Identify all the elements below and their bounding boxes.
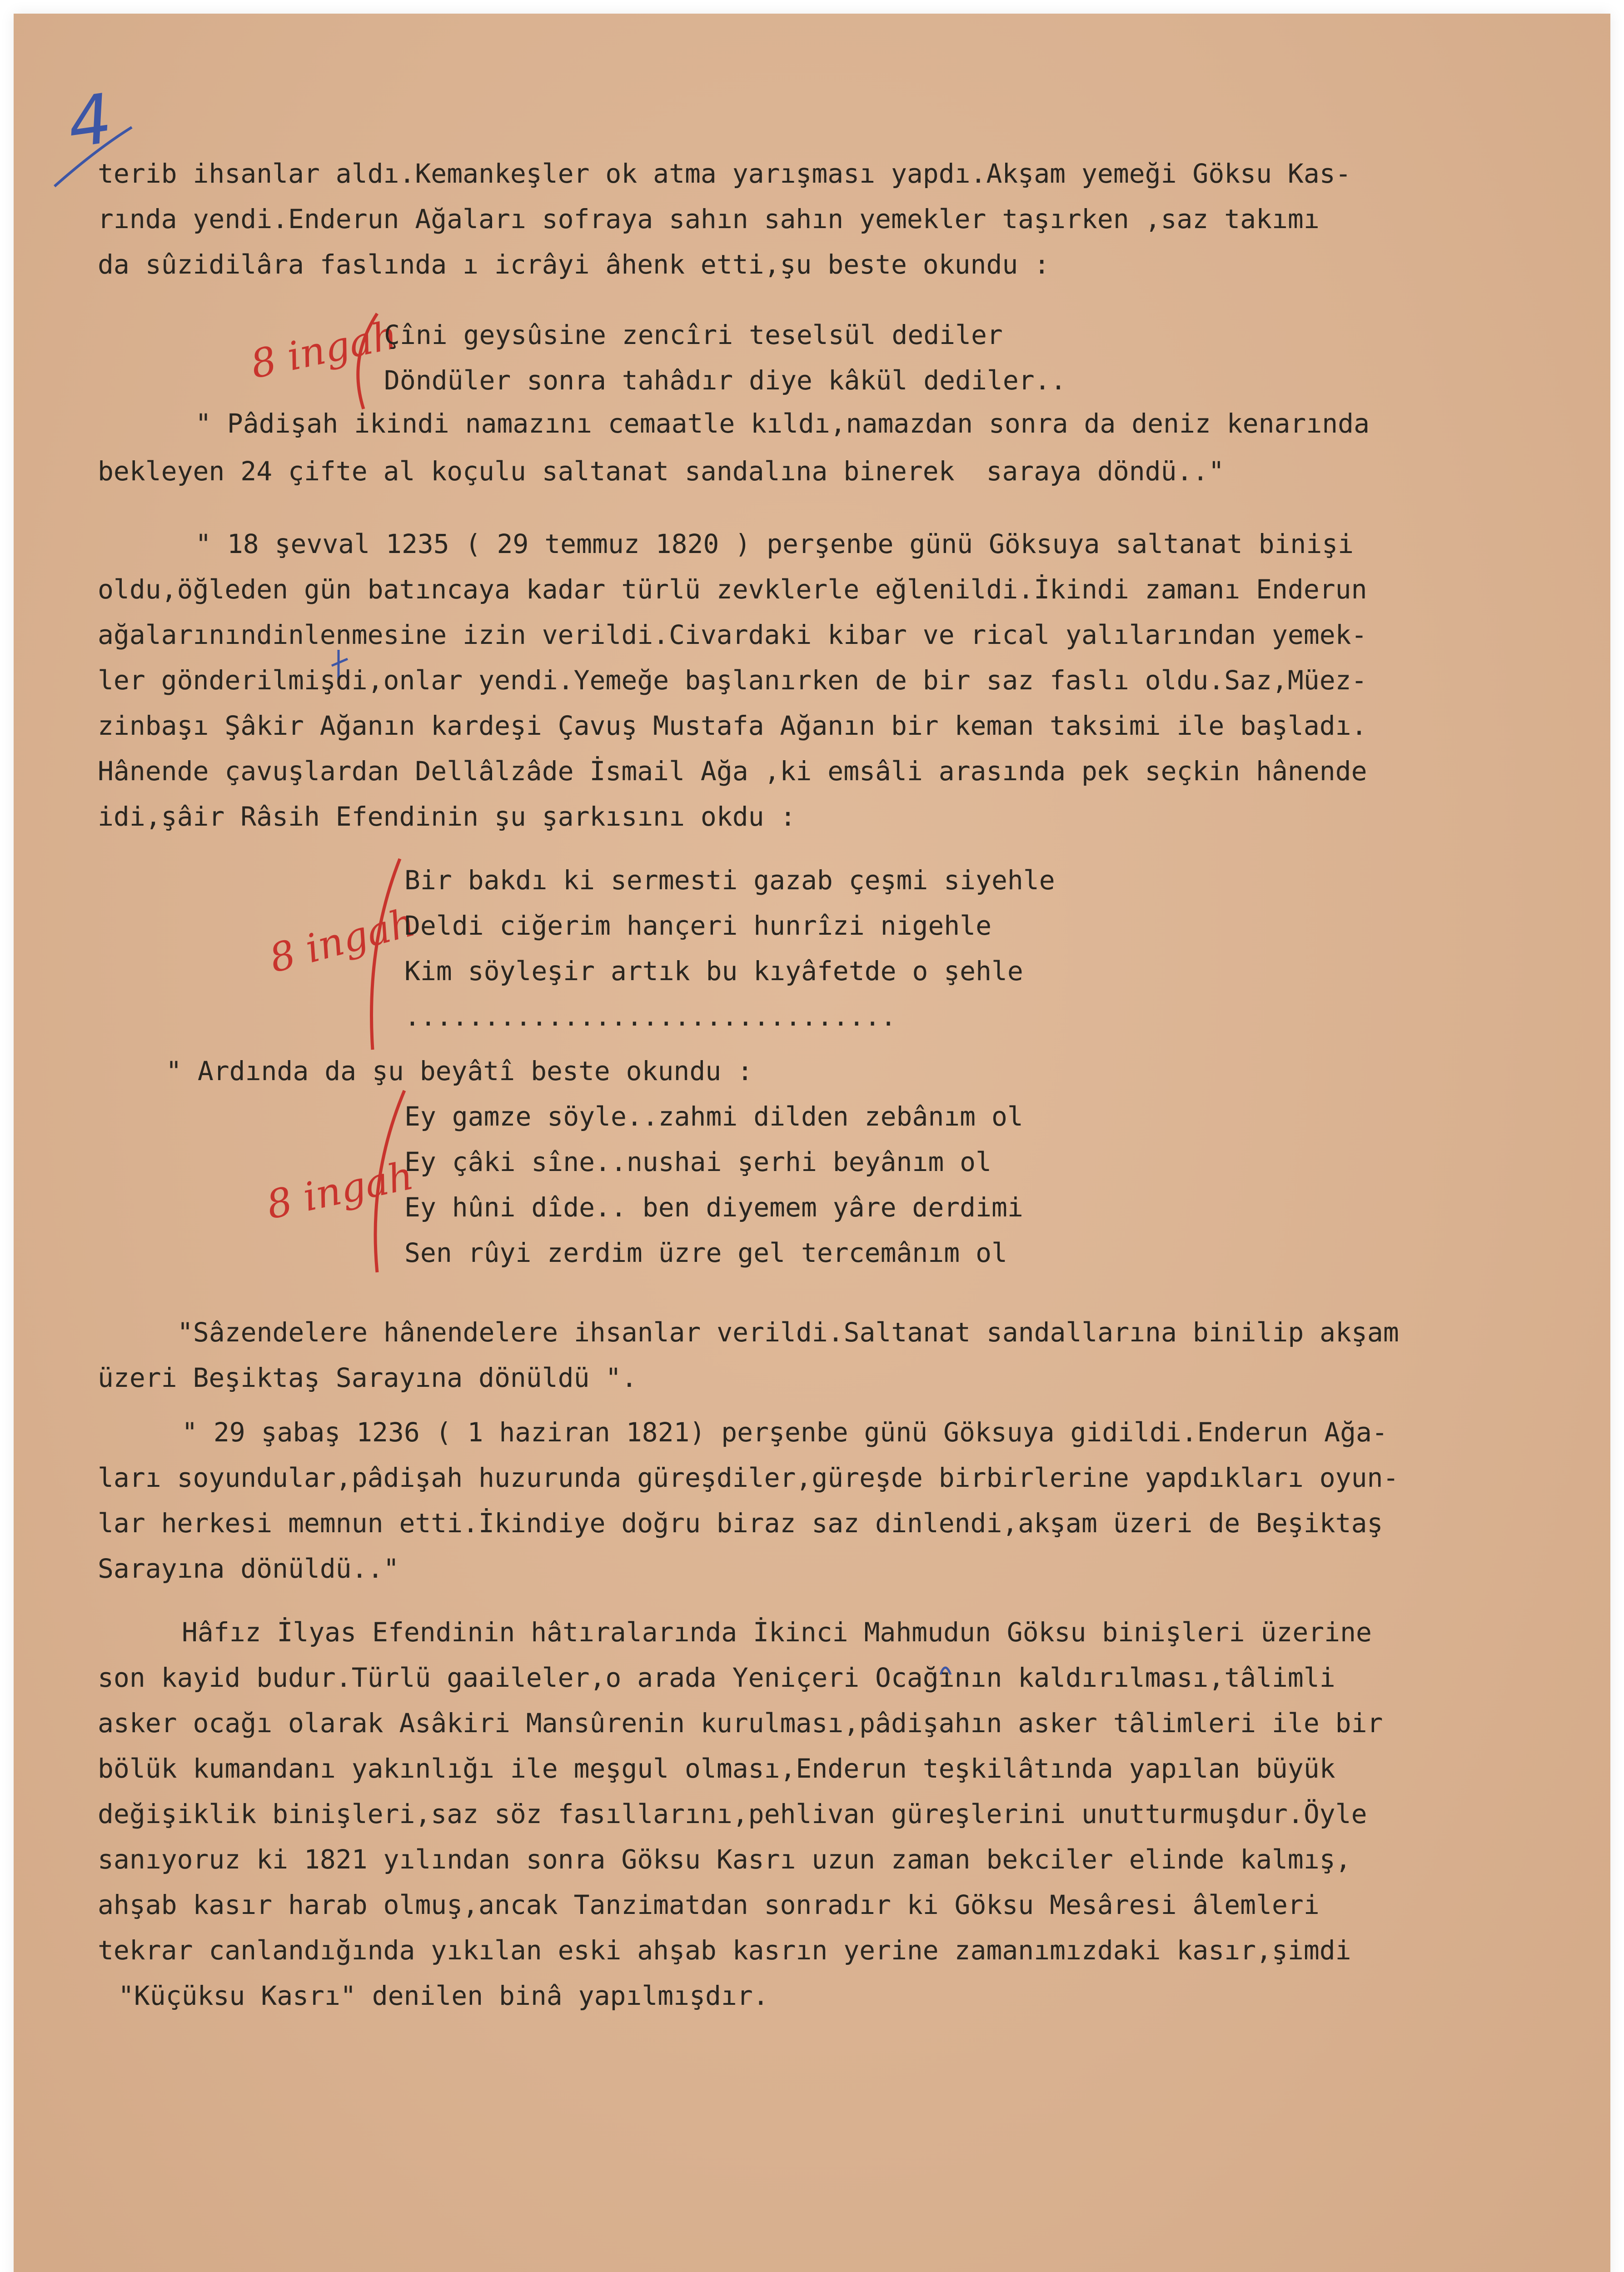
- poem-line: Döndüler sonra tahâdır diye kâkül dediler..: [384, 365, 1066, 396]
- text-line: Sarayına dönüldü..": [98, 1553, 399, 1584]
- text-line: ler gönderilmişdi,onlar yendi.Yemeğe başlanırken de bir saz faslı oldu.Saz,Müez-: [98, 665, 1367, 696]
- poem-line: Deldi ciğerim hançeri hunrîzi nigehle: [404, 910, 992, 941]
- text-line: " 29 şabaş 1236 ( 1 haziran 1821) perşenbe günü Göksuya gidildi.Enderun Ağa-: [182, 1417, 1388, 1448]
- margin-note-1: 8 ingah: [247, 312, 402, 388]
- text-line: " Pâdişah ikindi namazını cemaatle kıldı,namazdan sonra da deniz kenarında: [195, 408, 1370, 439]
- poem-line: Ey çâki sîne..nushai şerhi beyânım ol: [404, 1146, 992, 1177]
- text-line: değişiklik binişleri,saz söz fasıllarını,pehlivan güreşlerini unutturmuşdur.Öyle: [98, 1799, 1367, 1829]
- text-line: Hânende çavuşlardan Dellâlzâde İsmail Ağa ,ki emsâli arasında pek seçkin hânende: [98, 756, 1367, 787]
- text-line: tekrar canlandığında yıkılan eski ahşab kasrın yerine zamanımızdaki kasır,şimdi: [98, 1935, 1351, 1966]
- text-line: rında yendi.Enderun Ağaları sofraya sahın sahın yemekler taşırken ,saz takımı: [98, 204, 1320, 234]
- text-line: ları soyundular,pâdişah huzurunda güreşdiler,güreşde birbirlerine yapdıkları oyun-: [98, 1462, 1399, 1493]
- typed-page: [14, 14, 1610, 2272]
- text-line: ağalarınındinlenmesine izin verildi.Civardaki kibar ve rical yalılarından yemek-: [98, 619, 1367, 650]
- poem-line: Kim söyleşir artık bu kıyâfetde o şehle: [404, 956, 1023, 987]
- text-line: terib ihsanlar aldı.Kemankeşler ok atma yarışması yapdı.Akşam yemeği Göksu Kas-: [98, 158, 1351, 189]
- margin-note-2: 8 ingah: [264, 899, 420, 982]
- text-line: "Küçüksu Kasrı" denilen binâ yapılmışdır.: [118, 1980, 769, 2011]
- text-line: üzeri Beşiktaş Sarayına dönüldü ".: [98, 1362, 638, 1393]
- text-line: oldu,öğleden gün batıncaya kadar türlü zevklerle eğlenildi.İkindi zamanı Enderun: [98, 574, 1367, 605]
- text-line: ahşab kasır harab olmuş,ancak Tanzimatdan sonradır ki Göksu Mesâresi âlemleri: [98, 1889, 1320, 1920]
- text-line: sanıyoruz ki 1821 yılından sonra Göksu Kasrı uzun zaman bekciler elinde kalmış,: [98, 1844, 1351, 1875]
- text-line: Hâfız İlyas Efendinin hâtıralarında İkinci Mahmudun Göksu binişleri üzerine: [182, 1617, 1372, 1648]
- text-line: zinbaşı Şâkir Ağanın kardeşi Çavuş Mustafa Ağanın bir keman taksimi ile başladı.: [98, 710, 1367, 741]
- poem-line: Ey gamze söyle..zahmi dilden zebânım ol: [404, 1101, 1023, 1132]
- text-line: son kayid budur.Türlü gaaileler,o arada Yeniçeri Ocağının kaldırılması,tâlimli: [98, 1662, 1335, 1693]
- text-line: da sûzidilâra faslında ı icrâyi âhenk etti,şu beste okundu :: [98, 249, 1050, 280]
- poem-line: Ey hûni dîde.. ben diyemem yâre derdimi: [404, 1192, 1023, 1223]
- text-line: asker ocağı olarak Asâkiri Mansûrenin kurulması,pâdişahın asker tâlimleri ile bir: [98, 1708, 1383, 1739]
- text-line: lar herkesi memnun etti.İkindiye doğru biraz saz dinlendi,akşam üzeri de Beşiktaş: [98, 1508, 1383, 1539]
- text-line: " 18 şevval 1235 ( 29 temmuz 1820 ) perşenbe günü Göksuya saltanat binişi: [195, 528, 1354, 559]
- text-line: bekleyen 24 çifte al koçulu saltanat sandalına binerek saraya döndü..": [98, 456, 1225, 487]
- text-line: "Sâzendelere hânendelere ihsanlar verildi.Saltanat sandallarına binilip akşam: [177, 1317, 1399, 1348]
- poem-line: Çîni geysûsine zencîri teselsül dediler: [384, 319, 1003, 350]
- poem-line: Sen rûyi zerdim üzre gel tercemânım ol: [404, 1237, 1007, 1268]
- poem-line: Bir bakdı ki sermesti gazab çeşmi siyehle: [404, 865, 1055, 896]
- text-line: idi,şâir Râsih Efendinin şu şarkısını okdu :: [98, 801, 796, 832]
- poem-ellipsis: ...............................: [404, 1001, 897, 1032]
- margin-note-3: 8 ingah: [263, 1153, 418, 1228]
- handwritten-page-number: 4: [63, 79, 117, 164]
- text-line: " Ardında da şu beyâtî beste okundu :: [166, 1056, 753, 1086]
- text-line: bölük kumandanı yakınlığı ile meşgul olması,Enderun teşkilâtında yapılan büyük: [98, 1753, 1335, 1784]
